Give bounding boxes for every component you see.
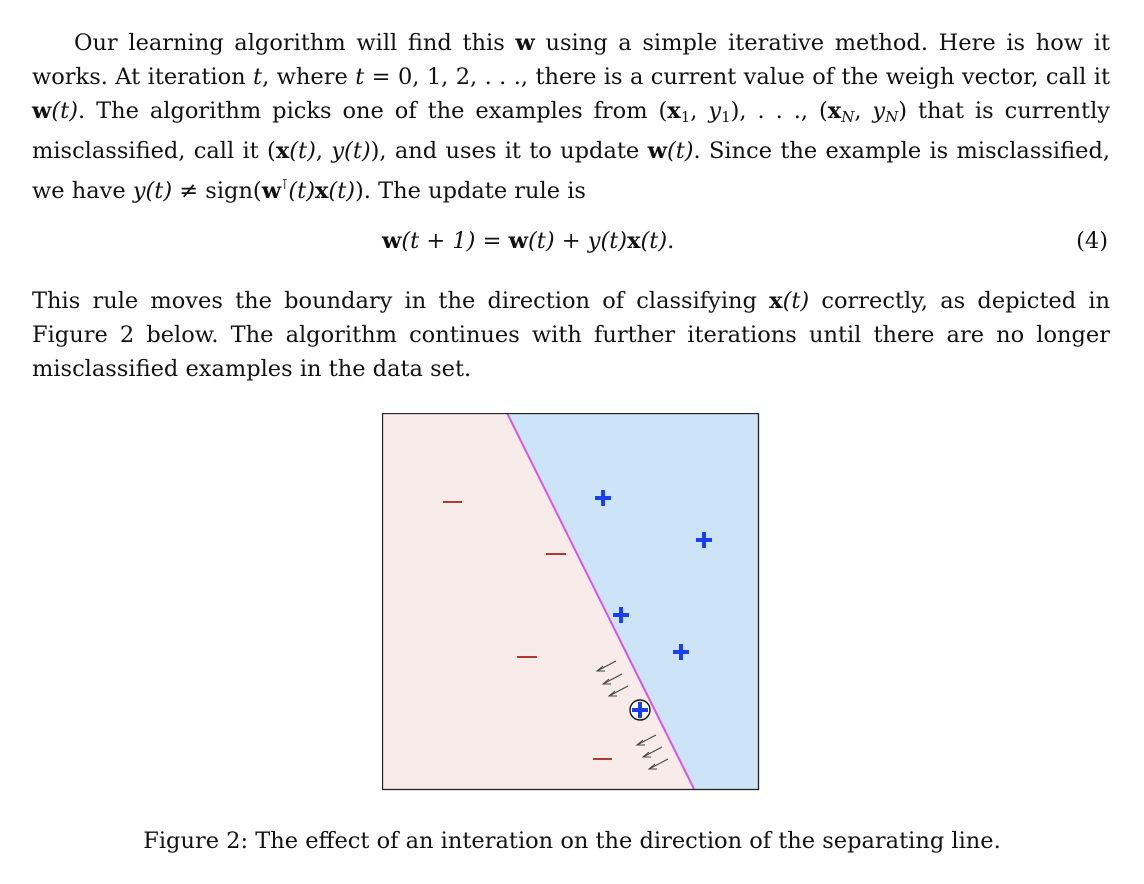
equation-body: w(t + 1) = w(t) + y(t)x(t). <box>382 228 675 254</box>
intro-paragraph: Our learning algorithm will find this w using a simple iterative method. Here is how it works. At iteration t, where t = 0, 1, 2, . . ., there is a current value of the weigh vector, call it w(t). The algorithm picks one of the examples from ($x_1$, $y_1$), . . ., ($x_N$, $y_N$) that is currently misclassified, call it (x(t), y(t)), and uses it to update w(t). Since the example is misclassified, we have y(t) ≠ sign(w⊺(t)x(t)). The update rule is <box>32 30 1110 204</box>
perceptron-figure <box>382 413 760 791</box>
equation-number: (4) <box>1076 228 1108 254</box>
figure-caption: Figure 2: The effect of an interation on the direction of the separating line. <box>143 828 1001 854</box>
update-rule-equation <box>0 222 1144 260</box>
misclassified-point <box>630 700 650 720</box>
explanation-paragraph: This rule moves the boundary in the direction of classifying x(t) correctly, as depicted in Figure 2 below. The algorithm continues with further iterations until there are no longer misclassified examples in the data set. <box>32 288 1111 382</box>
